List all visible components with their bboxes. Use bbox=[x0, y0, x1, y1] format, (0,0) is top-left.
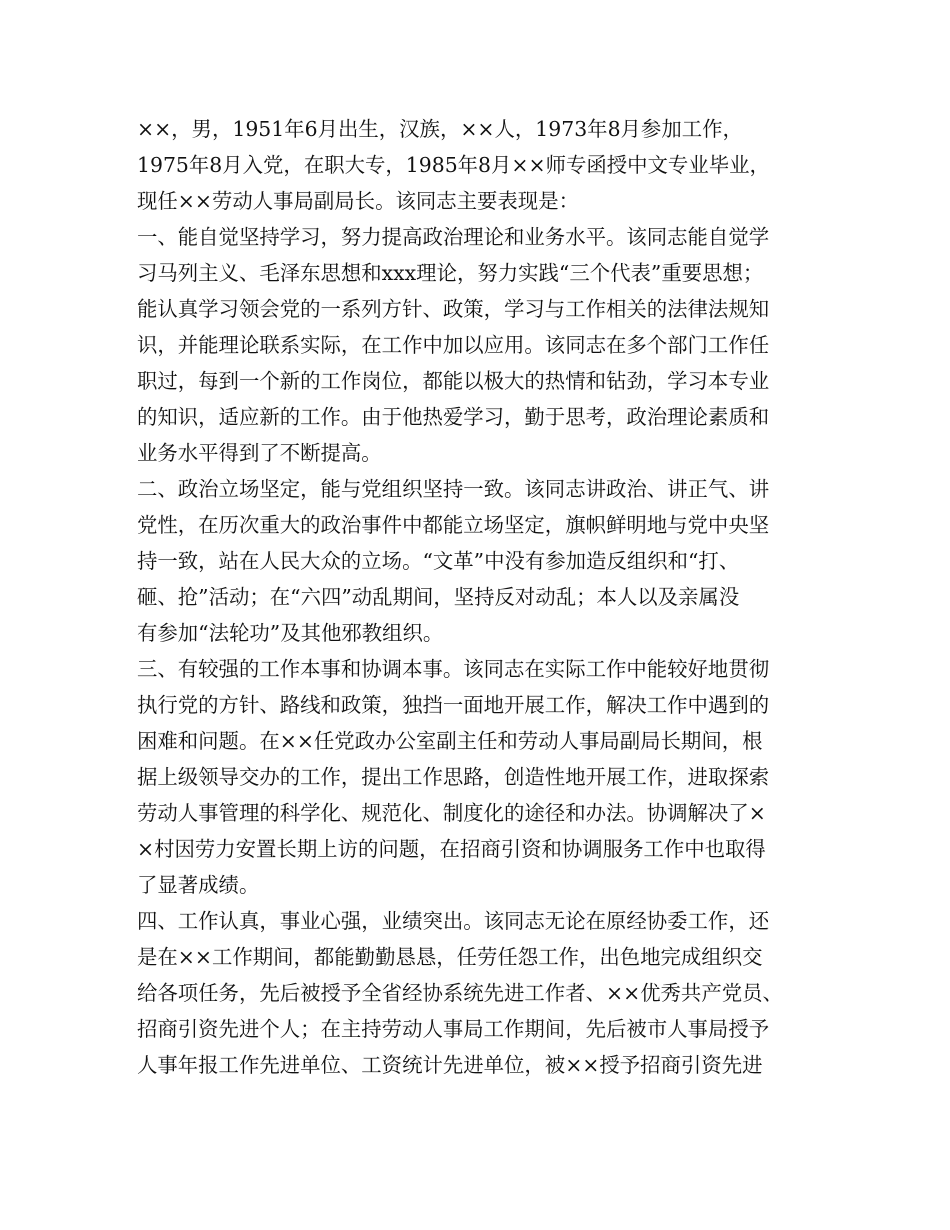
text-line: 砸、抢”活动；在“六四”动乱期间，坚持反对动乱；本人以及亲属没 bbox=[137, 585, 740, 609]
text-line: 执行党的方针、路线和政策，独挡一面地开展工作，解决工作中遇到的 bbox=[137, 693, 770, 717]
text-line: 识，并能理论联系实际，在工作中加以应用。该同志在多个部门工作任 bbox=[137, 333, 770, 357]
text-line: 的知识，适应新的工作。由于他热爱学习，勤于思考，政治理论素质和 bbox=[137, 405, 770, 429]
text-line: 党性，在历次重大的政治事件中都能立场坚定，旗帜鲜明地与党中央坚 bbox=[137, 513, 770, 537]
section-3-heading-line: 三、有较强的工作本事和协调本事。该同志在实际工作中能较好地贯彻 bbox=[137, 657, 770, 681]
document-page bbox=[137, 111, 837, 1083]
text-line: 职过，每到一个新的工作岗位，都能以极大的热情和钻劲，学习本专业 bbox=[137, 369, 770, 393]
text-line: ×村因劳力安置长期上访的问题，在招商引资和协调服务工作中也取得 bbox=[137, 837, 766, 861]
text-line: ××，男，1951年6月出生，汉族，××人，1973年8月参加工作， bbox=[137, 117, 743, 141]
section-2-heading-line: 二、政治立场坚定，能与党组织坚持一致。该同志讲政治、讲正气、讲 bbox=[137, 477, 770, 501]
text-line: 有参加“法轮功”及其他邪教组织。 bbox=[137, 621, 444, 645]
text-line: 现任××劳动人事局副局长。该同志主要表现是： bbox=[137, 189, 579, 213]
text-line: 招商引资先进个人；在主持劳动人事局工作期间，先后被市人事局授予 bbox=[137, 1017, 770, 1041]
text-line: 困难和问题。在××任党政办公室副主任和劳动人事局副局长期间，根 bbox=[137, 729, 763, 753]
text-line: 据上级领导交办的工作，提出工作思路，创造性地开展工作，进取探索 bbox=[137, 765, 770, 789]
section-1-heading-line: 一、能自觉坚持学习，努力提高政治理论和业务水平。该同志能自觉学 bbox=[137, 225, 770, 249]
text-line: 劳动人事管理的科学化、规范化、制度化的途径和办法。协调解决了× bbox=[137, 801, 766, 825]
text-line: 给各项任务，先后被授予全省经协系统先进工作者、××优秀共产党员、 bbox=[137, 981, 783, 1005]
text-line: 人事年报工作先进单位、工资统计先进单位，被××授予招商引资先进 bbox=[137, 1053, 763, 1077]
text-line: 了显著成绩。 bbox=[137, 873, 260, 897]
text-line: 业务水平得到了不断提高。 bbox=[137, 441, 382, 465]
text-line: 是在××工作期间，都能勤勤恳恳，任劳任怨工作，出色地完成组织交 bbox=[137, 945, 763, 969]
text-line: 1975年8月入党，在职大专，1985年8月××师专函授中文专业毕业， bbox=[137, 153, 770, 177]
text-line: 持一致，站在人民大众的立场。“文革”中没有参加造反组织和“打、 bbox=[137, 549, 740, 573]
text-line: 习马列主义、毛泽东思想和xxx理论，努力实践“三个代表”重要思想； bbox=[137, 261, 764, 285]
text-line: 能认真学习领会党的一系列方针、政策，学习与工作相关的法律法规知 bbox=[137, 297, 770, 321]
section-4-heading-line: 四、工作认真，事业心强，业绩突出。该同志无论在原经协委工作，还 bbox=[137, 909, 770, 933]
